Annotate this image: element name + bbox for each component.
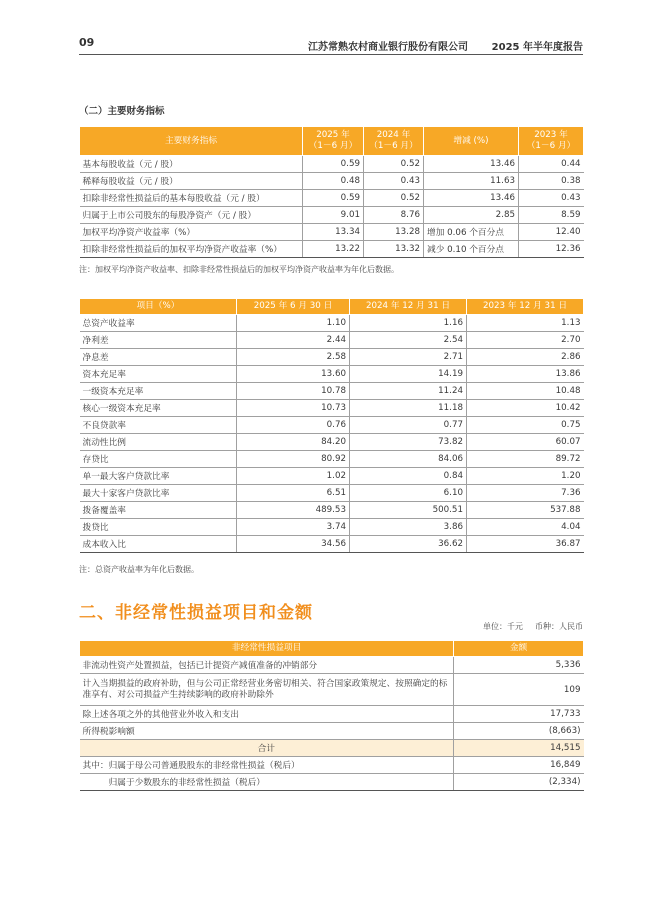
table-row xyxy=(80,349,584,366)
financial-indicators-table xyxy=(79,126,584,258)
cell-value: 16,849 xyxy=(454,757,584,774)
row-label: 总资产收益率 xyxy=(80,315,237,332)
cell-value: 10.48 xyxy=(467,383,584,400)
cell-value: 7.36 xyxy=(467,485,584,502)
row-label: 合计 xyxy=(80,740,454,757)
cell-value: 2.58 xyxy=(237,349,350,366)
cell-value: 1.02 xyxy=(237,468,350,485)
row-label: 其中：归属于母公司普通股股东的非经常性损益（税后） xyxy=(80,757,454,774)
report-title: 2025 年半年度报告 xyxy=(491,42,583,53)
row-label: 核心一级资本充足率 xyxy=(80,400,237,417)
cell-value: 10.73 xyxy=(237,400,350,417)
table-row xyxy=(80,519,584,536)
table-row xyxy=(80,241,584,258)
cell-value: 0.59 xyxy=(303,156,364,173)
cell-value: 0.38 xyxy=(519,173,584,190)
unit-line xyxy=(471,621,583,632)
table-row xyxy=(80,383,584,400)
row-label: 扣除非经常性损益后的加权平均净资产收益率（%） xyxy=(80,241,303,258)
currency-label: 币种：人民币 xyxy=(535,622,583,631)
row-label: 非流动性资产处置损益，包括已计提资产减值准备的冲销部分 xyxy=(80,657,454,674)
column-header: 2024 年 12 月 31 日 xyxy=(350,299,467,315)
cell-value: 0.52 xyxy=(364,190,424,207)
cell-value: 537.88 xyxy=(467,502,584,519)
row-label: 所得税影响额 xyxy=(80,723,454,740)
cell-value: 0.77 xyxy=(350,417,467,434)
unit-label: 单位：千元 xyxy=(483,622,523,631)
row-label: 净利差 xyxy=(80,332,237,349)
cell-value: 14,515 xyxy=(454,740,584,757)
row-label: 除上述各项之外的其他营业外收入和支出 xyxy=(80,706,454,723)
row-label: 净息差 xyxy=(80,349,237,366)
row-label: 归属于上市公司股东的每股净资产（元 / 股） xyxy=(80,207,303,224)
section-subtitle: （二）主要财务指标 xyxy=(79,106,165,117)
cell-value: 0.48 xyxy=(303,173,364,190)
cell-value: 84.20 xyxy=(237,434,350,451)
cell-value: 13.86 xyxy=(467,366,584,383)
cell-value: 增加 0.06 个百分点 xyxy=(424,224,519,241)
table2-note: 注：总资产收益率为年化后数据。 xyxy=(79,565,199,574)
row-label: 加权平均净资产收益率（%） xyxy=(80,224,303,241)
cell-value: 0.44 xyxy=(519,156,584,173)
cell-value: 84.06 xyxy=(350,451,467,468)
cell-value: 3.86 xyxy=(350,519,467,536)
cell-value: 1.20 xyxy=(467,468,584,485)
cell-value: 0.76 xyxy=(237,417,350,434)
cell-value: 13.60 xyxy=(237,366,350,383)
cell-value: 17,733 xyxy=(454,706,584,723)
cell-value: 12.36 xyxy=(519,241,584,258)
table-row xyxy=(80,332,584,349)
table-row xyxy=(80,774,584,791)
cell-value: (2,334) xyxy=(454,774,584,791)
cell-value: 500.51 xyxy=(350,502,467,519)
table-row xyxy=(80,536,584,553)
cell-value: 13.28 xyxy=(364,224,424,241)
row-label: 成本收入比 xyxy=(80,536,237,553)
cell-value: 0.59 xyxy=(303,190,364,207)
row-label: 单一最大客户贷款比率 xyxy=(80,468,237,485)
cell-value: 13.22 xyxy=(303,241,364,258)
row-label: 归属于少数股东的非经常性损益（税后） xyxy=(80,774,454,791)
cell-value: 2.54 xyxy=(350,332,467,349)
table-row xyxy=(80,156,584,173)
cell-value: 2.85 xyxy=(424,207,519,224)
table-row xyxy=(80,502,584,519)
row-label: 稀释每股收益（元 / 股） xyxy=(80,173,303,190)
cell-value: 10.78 xyxy=(237,383,350,400)
table-row xyxy=(80,224,584,241)
column-header: 增减 (%) xyxy=(424,127,519,156)
cell-value: 3.74 xyxy=(237,519,350,536)
table-row xyxy=(80,315,584,332)
cell-value: 6.10 xyxy=(350,485,467,502)
section-heading: 二、非经常性损益项目和金额 xyxy=(79,603,313,623)
page-number: 09 xyxy=(79,36,95,49)
cell-value: 13.46 xyxy=(424,156,519,173)
row-label: 基本每股收益（元 / 股） xyxy=(80,156,303,173)
row-label: 最大十家客户贷款比率 xyxy=(80,485,237,502)
cell-value: 2.70 xyxy=(467,332,584,349)
cell-value: 11.18 xyxy=(350,400,467,417)
table-row xyxy=(80,674,584,706)
cell-value: 13.32 xyxy=(364,241,424,258)
cell-value: 1.13 xyxy=(467,315,584,332)
cell-value: 0.52 xyxy=(364,156,424,173)
table-row xyxy=(80,434,584,451)
cell-value: 36.87 xyxy=(467,536,584,553)
cell-value: 60.07 xyxy=(467,434,584,451)
cell-value: 0.43 xyxy=(519,190,584,207)
page-header xyxy=(79,34,583,55)
cell-value: 2.71 xyxy=(350,349,467,366)
cell-value: 8.76 xyxy=(364,207,424,224)
cell-value: 2.44 xyxy=(237,332,350,349)
table-row xyxy=(80,173,584,190)
column-header: 2024 年 （1－6 月） xyxy=(364,127,424,156)
row-label: 不良贷款率 xyxy=(80,417,237,434)
cell-value: 13.46 xyxy=(424,190,519,207)
row-label: 拨贷比 xyxy=(80,519,237,536)
cell-value: 1.10 xyxy=(237,315,350,332)
cell-value: 1.16 xyxy=(350,315,467,332)
cell-value: 0.84 xyxy=(350,468,467,485)
table-row xyxy=(80,417,584,434)
column-header: 2023 年 12 月 31 日 xyxy=(467,299,584,315)
row-label: 一级资本充足率 xyxy=(80,383,237,400)
company-name: 江苏常熟农村商业银行股份有限公司 xyxy=(308,42,468,53)
table1-note: 注：加权平均净资产收益率、扣除非经常性损益后的加权平均净资产收益率为年化后数据。 xyxy=(79,265,399,274)
table-row xyxy=(80,190,584,207)
cell-value: (8,663) xyxy=(454,723,584,740)
total-row xyxy=(80,740,584,757)
cell-value: 14.19 xyxy=(350,366,467,383)
table-row xyxy=(80,757,584,774)
table-row xyxy=(80,657,584,674)
ratio-indicators-table xyxy=(79,298,584,553)
column-header: 2025 年 （1－6 月） xyxy=(303,127,364,156)
table-row xyxy=(80,706,584,723)
column-header: 主要财务指标 xyxy=(80,127,303,156)
table-row xyxy=(80,485,584,502)
row-label: 计入当期损益的政府补助，但与公司正常经营业务密切相关、符合国家政策规定、按照确定的标准享有、对公司损益产生持续影响的政府补助除外 xyxy=(80,674,454,706)
cell-value: 489.53 xyxy=(237,502,350,519)
cell-value: 13.34 xyxy=(303,224,364,241)
table-header-row xyxy=(80,299,584,315)
row-label: 资本充足率 xyxy=(80,366,237,383)
row-label: 流动性比例 xyxy=(80,434,237,451)
table-row xyxy=(80,366,584,383)
cell-value: 8.59 xyxy=(519,207,584,224)
cell-value: 2.86 xyxy=(467,349,584,366)
cell-value: 11.24 xyxy=(350,383,467,400)
row-label: 存贷比 xyxy=(80,451,237,468)
column-header: 金额 xyxy=(454,641,584,657)
table-row xyxy=(80,723,584,740)
cell-value: 73.82 xyxy=(350,434,467,451)
cell-value: 12.40 xyxy=(519,224,584,241)
cell-value: 109 xyxy=(454,674,584,706)
cell-value: 0.75 xyxy=(467,417,584,434)
cell-value: 10.42 xyxy=(467,400,584,417)
cell-value: 6.51 xyxy=(237,485,350,502)
column-header: 2023 年 （1－6 月） xyxy=(519,127,584,156)
column-header: 项目（%） xyxy=(80,299,237,315)
cell-value: 4.04 xyxy=(467,519,584,536)
table-header-row xyxy=(80,641,584,657)
cell-value: 0.43 xyxy=(364,173,424,190)
column-header: 非经常性损益项目 xyxy=(80,641,454,657)
cell-value: 34.56 xyxy=(237,536,350,553)
cell-value: 11.63 xyxy=(424,173,519,190)
cell-value: 89.72 xyxy=(467,451,584,468)
cell-value: 36.62 xyxy=(350,536,467,553)
table-row xyxy=(80,468,584,485)
cell-value: 5,336 xyxy=(454,657,584,674)
row-label: 拨备覆盖率 xyxy=(80,502,237,519)
non-recurring-items-table xyxy=(79,640,584,791)
row-label: 扣除非经常性损益后的基本每股收益（元 / 股） xyxy=(80,190,303,207)
cell-value: 减少 0.10 个百分点 xyxy=(424,241,519,258)
cell-value: 80.92 xyxy=(237,451,350,468)
table-header-row xyxy=(80,127,584,156)
table-row xyxy=(80,451,584,468)
table-row xyxy=(80,400,584,417)
column-header: 2025 年 6 月 30 日 xyxy=(237,299,350,315)
table-row xyxy=(80,207,584,224)
cell-value: 9.01 xyxy=(303,207,364,224)
